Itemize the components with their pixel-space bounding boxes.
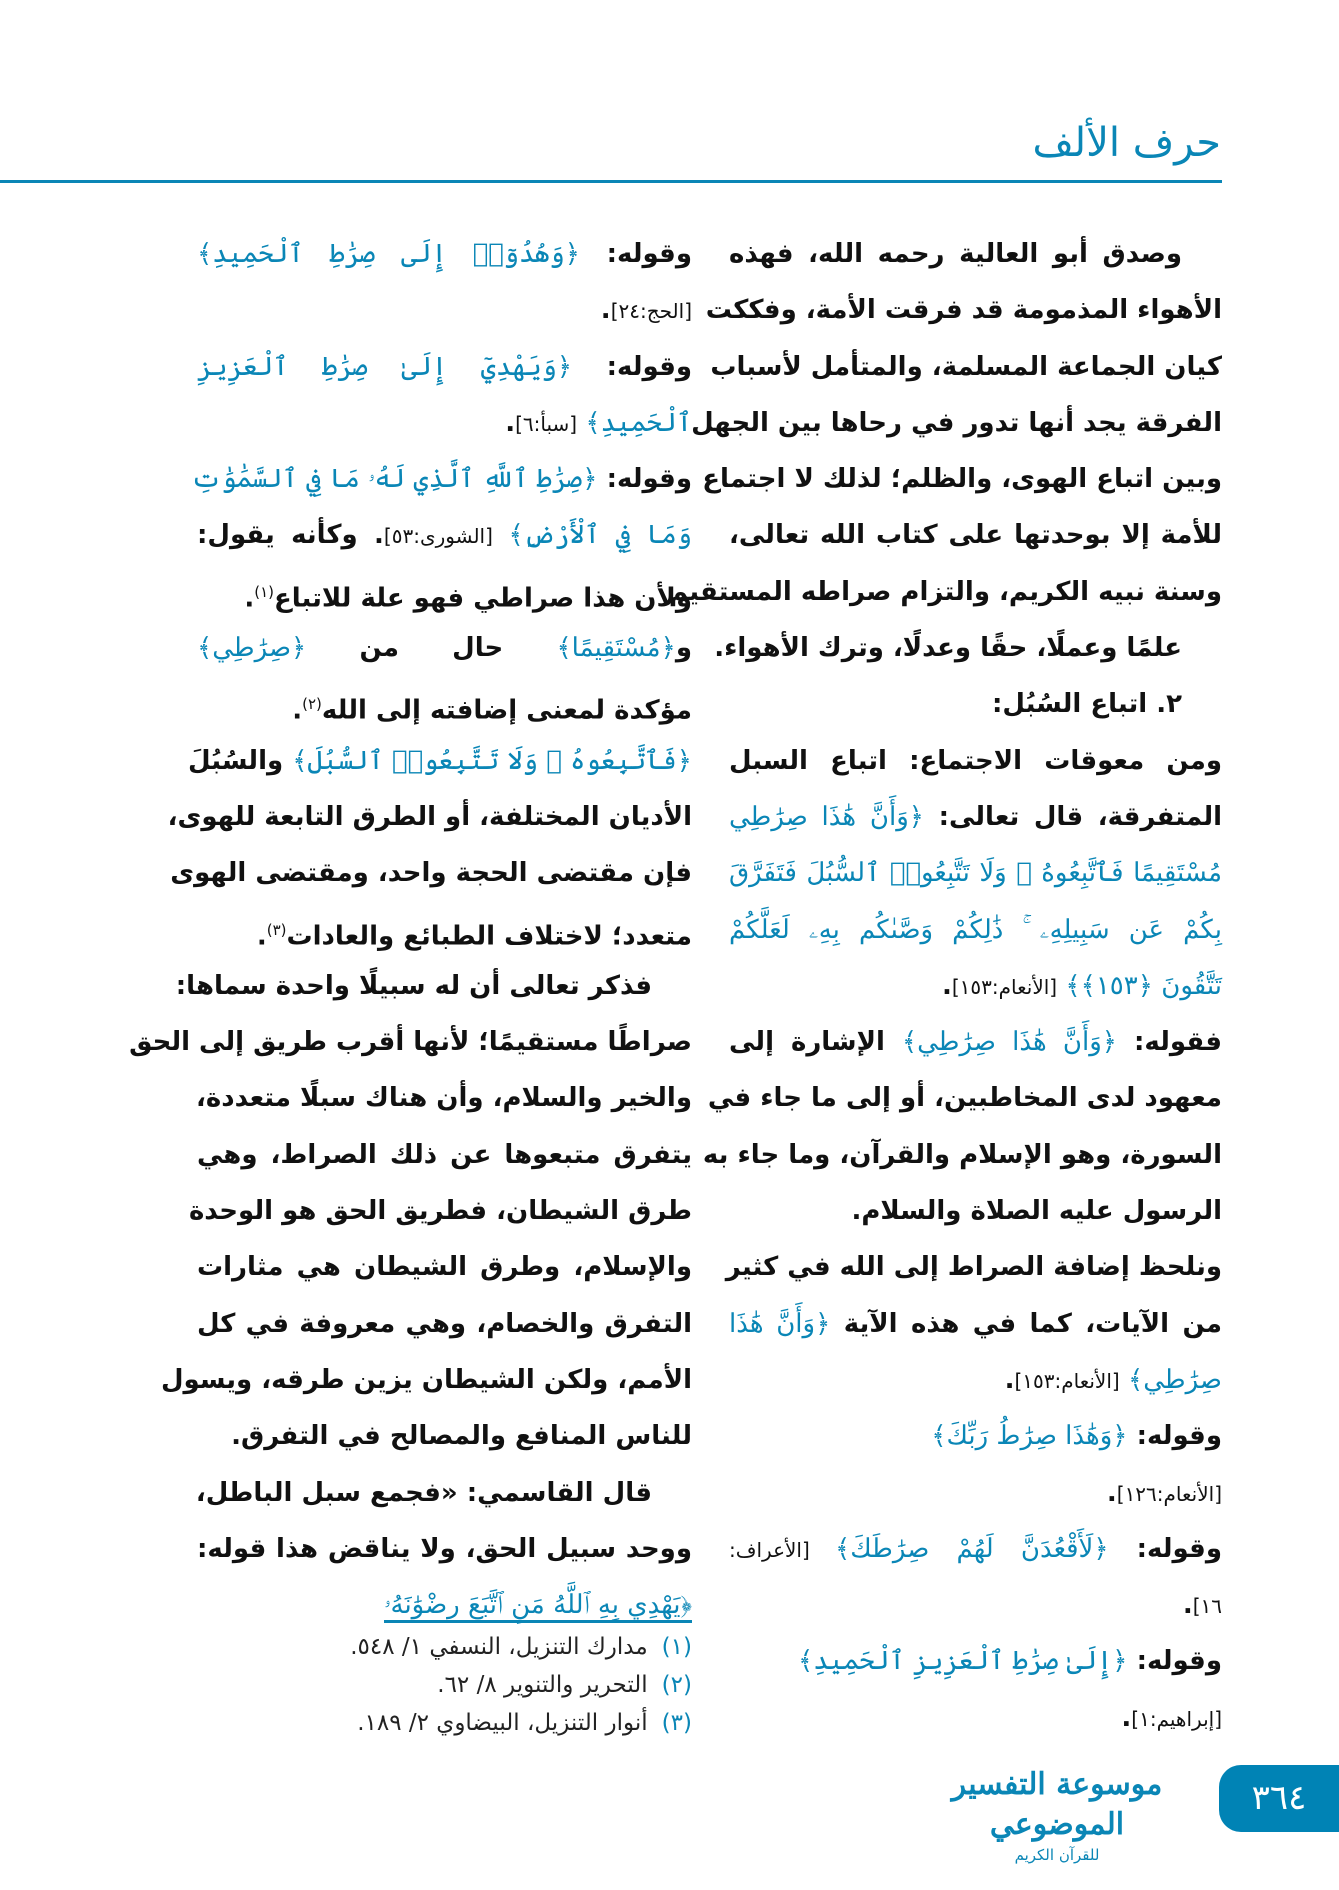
text-line <box>197 1577 692 1633</box>
verse-reference: [الأنعام:١٥٣] <box>1014 1368 1120 1393</box>
body-text: وقوله: <box>572 351 693 382</box>
text-line <box>729 1183 1222 1239</box>
text-line <box>729 1577 1222 1633</box>
quran-verse: ﴿إِلَىٰ صِرَٰطِ ٱلْعَزِيزِ ٱلْحَمِيدِ﴾ <box>798 1646 1128 1677</box>
text-line <box>729 226 1222 282</box>
body-text: ولأن هذا صراطي فهو علة للاتباع <box>274 583 692 614</box>
page-number: ٣٦٤ <box>1219 1765 1339 1832</box>
text-line <box>702 451 1222 507</box>
logo-subtitle: للقرآن الكريم <box>1014 1846 1100 1864</box>
footnote-marker: (٢) <box>302 695 322 714</box>
body-text: وقوله: <box>597 464 692 495</box>
body-text: ٢. اتباع السُبُل: <box>991 689 1182 720</box>
body-text: فإن مقتضى الحجة واحد، ومقتضى الهوى <box>170 858 692 889</box>
header-divider <box>0 180 1222 183</box>
text-line <box>197 1070 692 1126</box>
verse-reference: [الأعراف: <box>729 1537 836 1562</box>
text-line <box>729 789 1222 845</box>
verse-reference: [إبراهيم:١] <box>1131 1706 1222 1731</box>
quran-verse: ﴿فَٱتَّبِعُوهُ ۖ وَلَا تَتَّبِعُوا۟ ٱلسُّبُلَ﴾ <box>292 745 692 776</box>
body-text: و <box>675 633 692 664</box>
text-line <box>725 1239 1222 1295</box>
quran-verse: ﴿وَهُدُوٓا۟ إِلَى صِرَٰطِ ٱلْحَمِيدِ﴾ <box>197 239 580 269</box>
right-text-column <box>668 226 1222 1746</box>
text-line <box>197 564 692 620</box>
body-text: المتفرقة، قال تعالى: <box>924 801 1222 832</box>
body-text: والإسلام، وطرق الشيطان هي مثارات <box>197 1252 692 1283</box>
text-line <box>729 1690 1222 1746</box>
body-text: صراطًا مستقيمًا؛ لأنها أقرب طريق إلى الحق <box>129 1027 692 1058</box>
body-text: وسنة نبيه الكريم، والتزام صراطه المستقيم <box>668 576 1222 607</box>
body-text: . <box>244 583 255 614</box>
text-line <box>197 1408 692 1464</box>
body-text: . <box>1004 1364 1015 1395</box>
text-line <box>160 1352 692 1408</box>
footnote-text: مدارك التنزيل، النسفي ١/ ٥٤٨. <box>350 1634 648 1660</box>
encyclopedia-logo <box>932 1765 1182 1864</box>
text-line <box>197 1127 692 1183</box>
text-line <box>729 958 1222 1014</box>
body-text: ونلحظ إضافة الصراط إلى الله في كثير <box>725 1252 1222 1283</box>
text-line <box>729 733 1222 789</box>
body-text: وصدق أبو العالية رحمه الله، فهذه <box>729 239 1182 269</box>
text-line <box>191 451 692 507</box>
text-line <box>729 1521 1222 1577</box>
text-line <box>197 507 692 563</box>
body-text: الأهواء المذمومة قد فرقت الأمة، وفككت <box>705 295 1222 326</box>
body-text: . <box>1121 1702 1132 1733</box>
body-text: الأمم، ولكن الشيطان يزين طرقه، ويسول <box>160 1364 692 1395</box>
text-line <box>197 1521 692 1577</box>
text-line <box>197 395 692 451</box>
body-text: . <box>600 295 611 326</box>
text-line <box>710 339 1222 395</box>
body-text: السورة، وهو الإسلام والقرآن، وما جاء به <box>702 1139 1222 1170</box>
text-line <box>729 1352 1222 1408</box>
text-line <box>729 1465 1222 1521</box>
body-text: الأديان المختلفة، أو الطرق التابعة للهوى، <box>167 801 692 832</box>
body-text: . وكأنه يقول: <box>197 520 384 551</box>
text-line <box>702 1127 1222 1183</box>
text-line <box>197 282 692 338</box>
text-line <box>197 226 692 282</box>
text-line <box>188 733 692 789</box>
body-text: متعدد؛ لاختلاف الطبائع والعادات <box>286 921 692 952</box>
body-text: قال القاسمي: «فجمع سبل الباطل، <box>195 1477 652 1508</box>
text-line <box>729 1296 1222 1352</box>
quran-verse: ﴿صِرَٰطِ ٱللَّهِ ٱلَّذِي لَهُۥ مَا فِي ٱلسَّمَٰوَٰتِ <box>191 464 598 495</box>
body-text: علمًا وعملًا، حقًا وعدلًا، وترك الأهواء. <box>714 633 1182 664</box>
quran-verse: ﴿مُسْتَقِيمًا﴾ <box>556 633 676 664</box>
verse-reference: [الأنعام:١٢٦] <box>1116 1481 1222 1506</box>
body-text: للناس المنافع والمصالح في التفرق. <box>231 1421 692 1452</box>
text-line <box>691 395 1222 451</box>
quran-verse: ﴿لَأَقْعُدَنَّ لَهُمْ صِرَٰطَكَ﴾ <box>835 1533 1109 1564</box>
text-line <box>707 1070 1222 1126</box>
text-line <box>188 1183 692 1239</box>
logo-title: موسوعة التفسير الموضوعي <box>951 1767 1163 1842</box>
text-line <box>167 789 692 845</box>
body-text: حال من <box>306 633 557 664</box>
chapter-title: حرف الألف <box>1032 120 1221 166</box>
footnote-number: (٣) <box>661 1710 692 1736</box>
quran-verse: ﴿وَهَٰذَا صِرَٰطُ رَبِّكَ﴾ <box>931 1421 1128 1452</box>
verse-reference: [سبأ:٦] <box>515 411 578 436</box>
footnote-number: (١) <box>661 1634 692 1660</box>
quran-verse: ﴿وَأَنَّ هَٰذَا صِرَٰطِي﴾ <box>901 1027 1118 1058</box>
quran-verse: تَتَّقُونَ ﴿١٥٣﴾﴾ <box>1057 970 1222 1001</box>
text-line <box>197 676 692 732</box>
body-text: للأمة إلا بوحدتها على كتاب الله تعالى، <box>729 520 1222 551</box>
body-text: . <box>505 407 516 438</box>
footnote-text: التحرير والتنوير ٨/ ٦٢. <box>437 1672 648 1698</box>
body-text: وقوله: <box>1127 1421 1222 1452</box>
body-text: ومن معوقات الاجتماع: اتباع السبل <box>729 745 1222 776</box>
verse-reference: [الأنعام:١٥٣] <box>951 974 1058 999</box>
text-line <box>197 339 692 395</box>
body-text: . <box>941 970 952 1001</box>
footnotes <box>197 1628 692 1742</box>
text-line <box>170 845 692 901</box>
text-line <box>714 620 1222 676</box>
quran-verse: ﴿وَيَهْدِيٓ إِلَىٰ صِرَٰطِ ٱلْعَزِيزِ <box>197 351 573 382</box>
quran-verse: ﴿يَهْدِي بِهِ ٱللَّهُ مَنِ ٱتَّبَعَ رِضْوَٰنَهُۥ <box>384 1590 692 1623</box>
body-text: . <box>292 696 303 727</box>
footnote <box>197 1628 692 1666</box>
text-line <box>729 1014 1222 1070</box>
body-text: الإشارة إلى <box>729 1027 902 1058</box>
body-text: فقوله: <box>1117 1027 1222 1058</box>
footnote-marker: (١) <box>254 582 275 601</box>
footnote-text: أنوار التنزيل، البيضاوي ٢/ ١٨٩. <box>357 1710 648 1736</box>
body-text: مؤكدة لمعنى إضافته إلى الله <box>321 696 692 727</box>
body-text: يتفرق متبعوها عن ذلك الصراط، وهي <box>197 1139 692 1170</box>
text-line <box>729 507 1222 563</box>
body-text: معهود لدى المخاطبين، أو إلى ما جاء في <box>707 1083 1222 1114</box>
text-line <box>197 620 692 676</box>
body-text: كيان الجماعة المسلمة، والمتأمل لأسباب <box>710 351 1222 382</box>
body-text: . <box>1182 1590 1193 1621</box>
body-text: طرق الشيطان، فطريق الحق هو الوحدة <box>188 1196 692 1227</box>
text-line <box>175 958 692 1014</box>
body-text: والخير والسلام، وأن هناك سبلًا متعددة، <box>196 1083 692 1114</box>
text-line <box>197 1239 692 1295</box>
footnote <box>197 1704 692 1742</box>
text-line <box>729 902 1222 958</box>
text-line <box>129 1014 692 1070</box>
text-line <box>729 676 1222 732</box>
verse-reference: [الحج:٢٤] <box>610 299 692 324</box>
text-line <box>668 564 1222 620</box>
body-text: الفرقة يجد أنها تدور في رحاها بين الجهل <box>691 407 1222 438</box>
quran-verse: ﴿وَأَنَّ هَٰذَا <box>729 1308 831 1339</box>
body-text: الرسول عليه الصلاة والسلام. <box>851 1196 1222 1227</box>
quran-verse: وَمَا فِي ٱلْأَرْضِ﴾ <box>492 520 692 551</box>
body-text: فذكر تعالى أن له سبيلًا واحدة سماها: <box>175 970 652 1001</box>
quran-verse: صِرَٰطِي﴾ <box>1119 1364 1222 1395</box>
body-text: وبين اتباع الهوى، والظلم؛ لذلك لا اجتماع <box>702 464 1222 495</box>
quran-verse: ٱلْحَمِيدِ﴾ <box>577 407 692 438</box>
footnote-number: (٢) <box>661 1672 692 1698</box>
text-line <box>197 1465 692 1521</box>
text-line <box>197 1296 692 1352</box>
body-text: من الآيات، كما في هذه الآية <box>830 1308 1222 1339</box>
body-text: وقوله: <box>1108 1533 1222 1564</box>
quran-verse: بِكُمْ عَن سَبِيلِهِۦ ۚ ذَٰلِكُمْ وَصَّىٰكُم بِهِۦ لَعَلَّكُمْ <box>729 914 1222 945</box>
body-text: ووحد سبيل الحق، ولا يناقض هذا قوله: <box>197 1533 692 1564</box>
text-line <box>197 902 692 958</box>
quran-verse: مُسْتَقِيمًا فَٱتَّبِعُوهُ ۖ وَلَا تَتَّبِعُوا۟ ٱلسُّبُلَ فَتَفَرَّقَ <box>729 858 1222 889</box>
body-text: والسُبُلَ <box>188 745 293 776</box>
footnote-marker: (٣) <box>266 920 287 939</box>
body-text: وقوله: <box>579 239 692 269</box>
verse-reference: [الشورى:٥٣] <box>383 524 493 549</box>
body-text: . <box>1106 1477 1117 1508</box>
text-line <box>729 1633 1222 1689</box>
text-line <box>729 1408 1222 1464</box>
verse-reference: ١٦] <box>1192 1594 1222 1619</box>
footnote <box>197 1666 692 1704</box>
body-text: التفرق والخصام، وهي معروفة في كل <box>197 1308 692 1339</box>
text-line <box>729 845 1222 901</box>
quran-verse: ﴿وَأَنَّ هَٰذَا صِرَٰطِي <box>729 801 925 832</box>
body-text: وقوله: <box>1127 1646 1222 1677</box>
text-line <box>705 282 1222 338</box>
quran-verse: ﴿صِرَٰطِي﴾ <box>197 633 307 664</box>
left-text-column <box>129 226 693 1633</box>
body-text: . <box>256 921 267 952</box>
